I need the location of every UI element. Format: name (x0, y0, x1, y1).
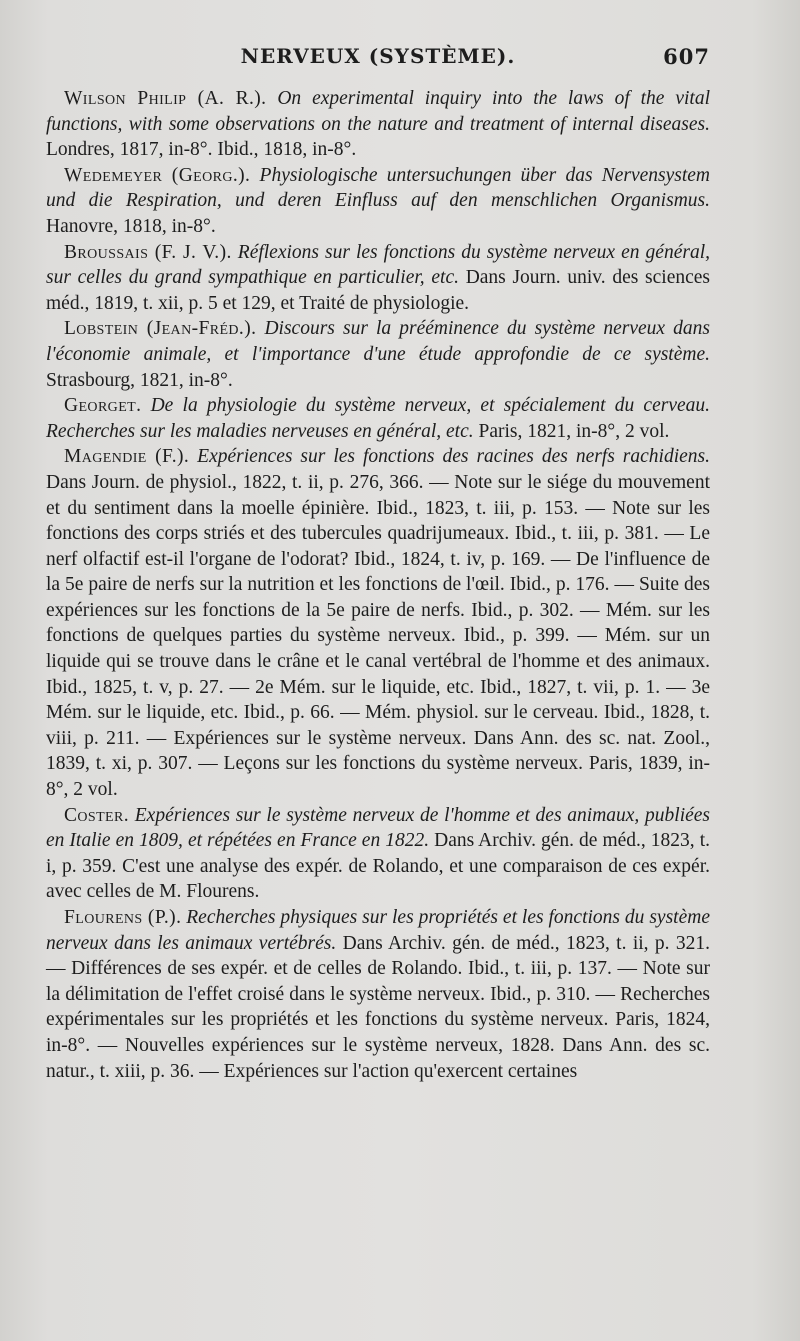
entry-author: Lobstein (Jean-Fréd.). (64, 318, 257, 340)
entry-author: Coster. (64, 804, 130, 826)
entry-details: Dans Journ. univ. des sciences méd., 1819, t. xii, p. 5 et 129, et Traité de physiologie. (46, 267, 710, 314)
entry-author: Wilson Philip (A. R.). (64, 88, 267, 109)
entry-author: Georget. (64, 395, 142, 417)
entry-details: Londres, 1817, in-8°. Ibid., 1818, in-8°. (46, 139, 357, 161)
entry-details: Hanovre, 1818, in-8°. (46, 215, 216, 237)
entry-details: Dans Journ. de physiol., 1822, t. ii, p. 276, 366. — Note sur le siége du mouvement et du sentiment dans la moelle épinière. Ibid., 1823, t. iii, p. 153. — Note sur les fonctions des corps striés et des tubercules quadrijumeaux. Ibid., t. iii, p. 381. — Le nerf olfactif est-il l'organe de l'odorat? Ibid., 1824, t. iv, p. 169. — De l'influence de la 5e paire de nerfs sur la nutrition et les fonctions de l'œil. Ibid., p. 176. — Suite des expériences sur les fonctions de la 5e paire de nerfs. Ibid., p. 302. — Mém. sur les fonctions de quelques parties du système nerveux. Ibid., p. 399. — Mém. sur un liquide qui se trouve dans le crâne et le canal vertébral de l'homme et des animaux. Ibid., 1825, t. v, p. 27. — 2e Mém. sur le liquide, etc. Ibid., 1827, t. vii, p. 1. — 3e Mém. sur le liquide, etc. Ibid., p. 66. — Mém. physiol. sur le cerveau. Ibid., 1828, t. viii, p. 211. — Expériences sur le système nerveux. Dans Ann. des sc. nat. Zool., 1839, t. xi, p. 307. — Leçons sur les fonctions du système nerveux. Paris, 1839, in-8°, 2 vol. (46, 471, 710, 801)
entry-title: De la physiologie du système nerveux, et spécialement du cerveau. Recherches sur les maladies nerveuses en général, etc. (46, 395, 711, 442)
running-title: NERVEUX (SYSTÈME). (240, 44, 516, 68)
entry-details: Dans Archiv. gén. de méd., 1823, t. ii, p. 321. — Différences de ses expér. et de celles de Rolando. Ibid., t. iii, p. 137. — Note sur la délimitation de l'effet croisé dans le système nerveux. Ibid., p. 310. — Recherches expérimentales sur les propriétés et les fonctions du système nerveux. Paris, 1824, in-8°. — Nouvelles expériences sur le système nerveux, 1828. Dans Ann. des sc. natur., t. xiii, p. 36. — Expériences sur l'action qu'exercent certaines (46, 932, 711, 1082)
bibliography-entry (46, 86, 710, 163)
entry-title: Expériences sur le système nerveux de l'homme et des animaux, publiées en Italie en 1809, et répétées en France en 1822. (46, 804, 711, 852)
bibliography-entry (46, 444, 710, 802)
entry-title: Discours sur la prééminence du système nerveux dans l'économie animale, et l'importance d'une étude approfondie de ce système. (46, 318, 710, 365)
bibliography-entry (46, 316, 710, 393)
entry-title: Réflexions sur les fonctions du système nerveux en général, sur celles du grand sympathique en particulier, etc. (46, 241, 710, 289)
entry-title: Expériences sur les fonctions des racines des nerfs rachidiens. (197, 446, 711, 468)
entry-details: Dans Archiv. gén. de méd., 1823, t. i, p. 359. C'est une analyse des expér. de Rolando, et une comparaison de ces expér. avec celles de M. Flourens. (46, 830, 711, 903)
page-number: 607 (663, 44, 710, 69)
entry-author: Flourens (P.). (64, 907, 182, 928)
entry-author: Wedemeyer (Georg.). (64, 164, 251, 186)
bibliography-entry (46, 803, 710, 905)
entry-details: Strasbourg, 1821, in-8°. (46, 369, 233, 391)
bibliography-entry (46, 240, 710, 317)
bibliography-entry (46, 393, 710, 444)
entry-author: Broussais (F. J. V.). (64, 241, 232, 263)
running-header (46, 44, 710, 76)
bibliography-entry (46, 905, 710, 1084)
entry-author: Magendie (F.). (64, 446, 190, 468)
entry-details: Paris, 1821, in-8°, 2 vol. (478, 420, 670, 442)
bibliography-list (46, 86, 710, 1084)
entry-title: On experimental inquiry into the laws of the vital functions, with some observations on the nature and treatment of internal diseases. (46, 88, 711, 135)
bibliography-entry (46, 163, 710, 240)
entry-title: Recherches physiques sur les propriétés et les fonctions du système nerveux dans les animaux vertébrés. (46, 907, 710, 954)
entry-title: Physiologische untersuchungen über das Nervensystem und die Respiration, und deren Einfluss auf den menschlichen Organismus. (46, 164, 711, 212)
